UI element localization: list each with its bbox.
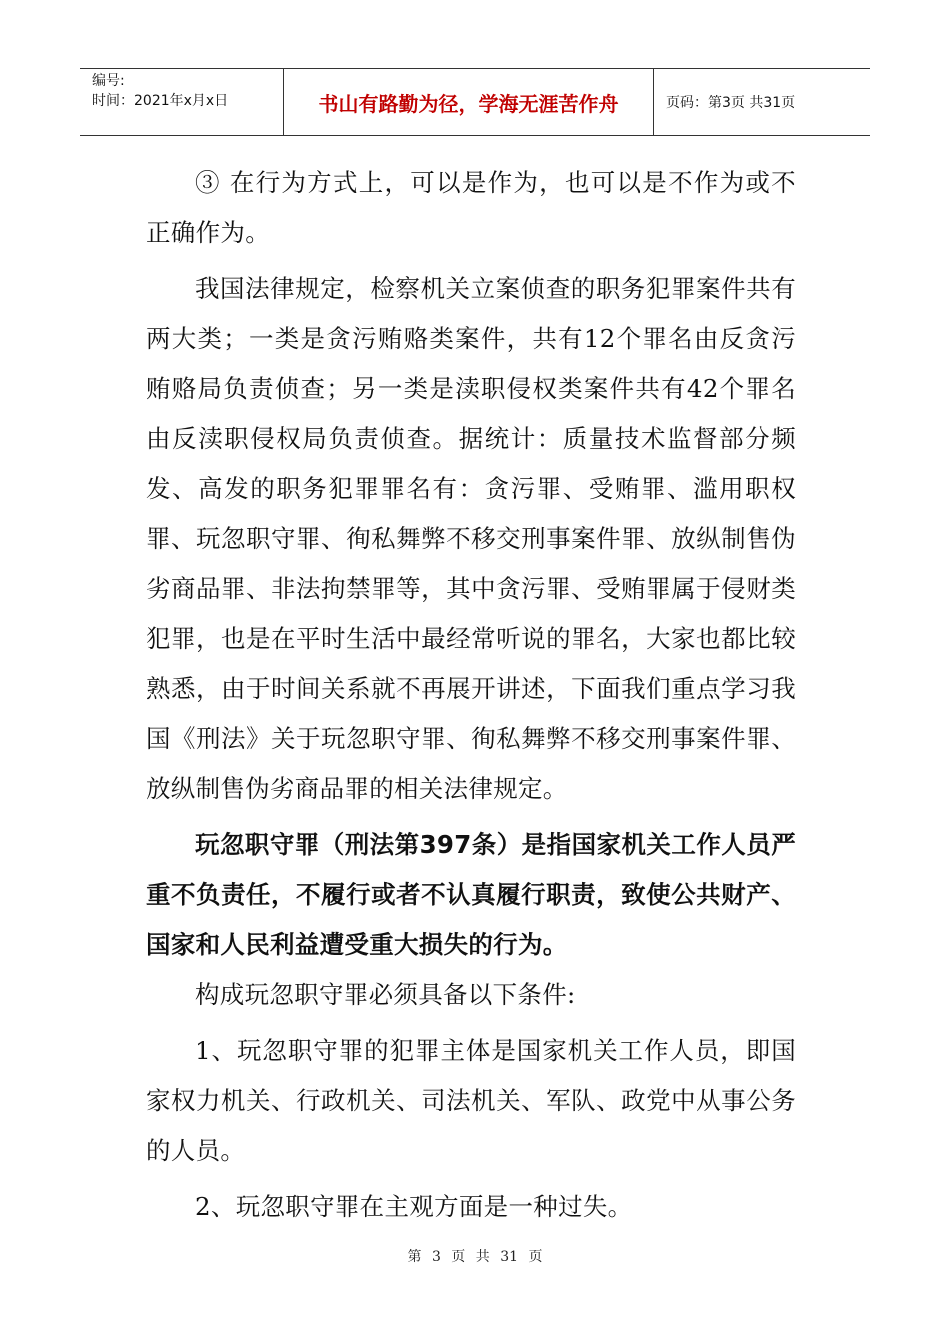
page-header [80, 68, 870, 136]
header-meta [92, 71, 282, 111]
paragraph-law-overview: 我国法律规定，检察机关立案侦查的职务犯罪案件共有两大类；一类是贪污贿赂类案件，共有12个罪名由反贪污贿赂局负责侦查；另一类是渎职侵权类案件共有42个罪名由反渎职侵权局负责侦查。据统计：质量技术监督部分频发、高发的职务犯罪罪名有：贪污罪、受贿罪、滥用职权罪、玩忽职守罪、徇私舞弊不移交刑事案件罪、放纵制售伪劣商品罪、非法拘禁罪等，其中贪污罪、受贿罪属于侵财类犯罪，也是在平时生活中最经常听说的罪名，大家也都比较熟悉，由于时间关系就不再展开讲述，下面我们重点学习我国《刑法》关于玩忽职守罪、徇私舞弊不移交刑事案件罪、放纵制售伪劣商品罪的相关法律规定。 [146, 274, 796, 803]
document-number-label: 编号: [92, 73, 125, 89]
document-body [146, 158, 796, 1232]
paragraph-dereliction-definition: 玩忽职守罪（刑法第397条）是指国家机关工作人员严重不负责任，不履行或者不认真履行职责，致使公共财产、国家和人民利益遭受重大损失的行为。 [146, 830, 796, 959]
page-footer: 第 3 页 共 31 页 [407, 1249, 543, 1265]
paragraph-condition-1: 1、玩忽职守罪的犯罪主体是国家机关工作人员，即国家权力机关、行政机关、司法机关、军队、政党中从事公务的人员。 [146, 1036, 796, 1165]
header-divider-right [653, 68, 654, 136]
paragraph-behavior-mode: ③ 在行为方式上，可以是作为，也可以是不作为或不正确作为。 [146, 168, 796, 247]
paragraph-condition-2: 2、玩忽职守罪在主观方面是一种过失。 [195, 1192, 633, 1221]
header-motto: 书山有路勤为径，学海无涯苦作舟 [318, 91, 619, 116]
paragraph-conditions-intro: 构成玩忽职守罪必须具备以下条件: [195, 980, 576, 1009]
header-page-info: 页码：第3页 共31页 [666, 95, 796, 111]
document-time-label: 时间：2021年x月x日 [92, 93, 229, 109]
